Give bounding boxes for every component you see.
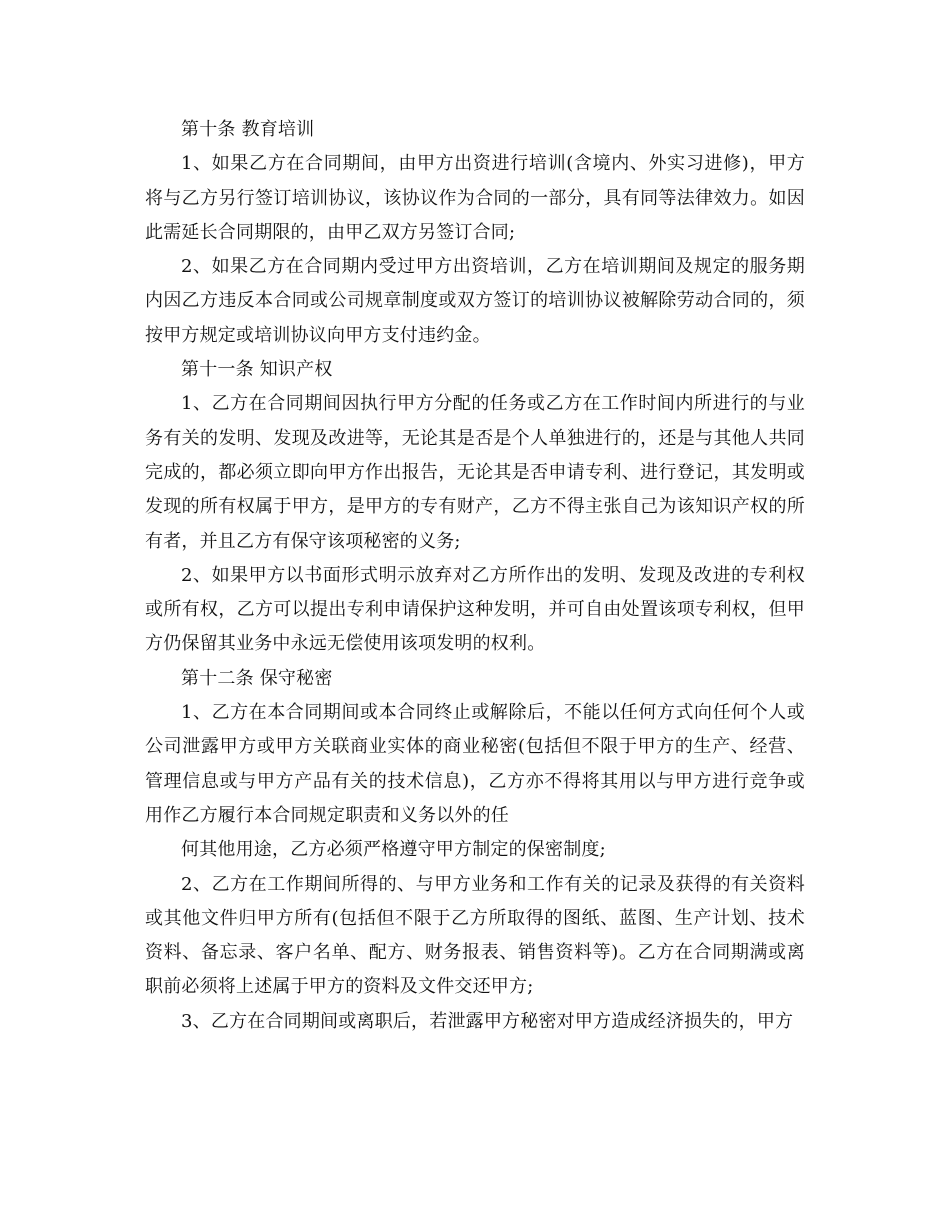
article-10-clause-2: 2、如果乙方在合同期内受过甲方出资培训，乙方在培训期间及规定的服务期内因乙方违反本合同或公司规章制度或双方签订的培训协议被解除劳动合同的，须按甲方规定或培训协议向甲方支付违约金。	[145, 256, 805, 346]
article-11-clause-1: 1、乙方在合同期间因执行甲方分配的任务或乙方在工作时间内所进行的与业务有关的发明、发现及改进等，无论其是否是个人单独进行的，还是与其他人共同完成的，都必须立即向甲方作出报告，无论其是否申请专利、进行登记，其发明或发现的所有权属于甲方，是甲方的专有财产，乙方不得主张自己为该知识产权的所有者，并且乙方有保守该项秘密的义务;	[145, 393, 805, 552]
article-12-clause-2: 2、乙方在工作期间所得的、与甲方业务和工作有关的记录及获得的有关资料或其他文件归甲方所有(包括但不限于乙方所取得的图纸、蓝图、生产计划、技术资料、备忘录、客户名单、配方、财务报表、销售资料等)。乙方在合同期满或离职前必须将上述属于甲方的资料及文件交还甲方;	[145, 873, 805, 998]
article-11-heading: 第十一条 知识产权	[181, 359, 333, 381]
article-11-clause-2: 2、如果甲方以书面形式明示放弃对乙方所作出的发明、发现及改进的专利权或所有权，乙方可以提出专利申请保护这种发明，并可自由处置该项专利权，但甲方仍保留其业务中永远无偿使用该项发明的权利。	[145, 564, 805, 655]
article-12-clause-3: 3、乙方在合同期间或离职后，若泄露甲方秘密对甲方造成经济损失的，甲方	[181, 1010, 794, 1032]
article-10-heading: 第十条 教育培训	[181, 119, 315, 140]
article-12-clause-1: 1、乙方在本合同期间或本合同终止或解除后，不能以任何方式向任何个人或公司泄露甲方或甲方关联商业实体的商业秘密(包括但不限于甲方的生产、经营、管理信息或与甲方产品有关的技术信息)，乙方亦不得将其用以与甲方进行竞争或用作乙方履行本合同规定职责和义务以外的任	[145, 702, 805, 826]
document-body	[145, 113, 805, 1039]
article-12-heading: 第十二条 保守秘密	[181, 667, 333, 689]
article-12-clause-1-continued: 何其他用途，乙方必须严格遵守甲方制定的保密制度;	[181, 839, 606, 861]
article-10-clause-1: 1、如果乙方在合同期间，由甲方出资进行培训(含境内、外实习进修)，甲方将与乙方另行签订培训协议，该协议作为合同的一部分，具有同等法律效力。如因此需延长合同期限的，由甲乙双方另签订合同;	[145, 153, 805, 243]
